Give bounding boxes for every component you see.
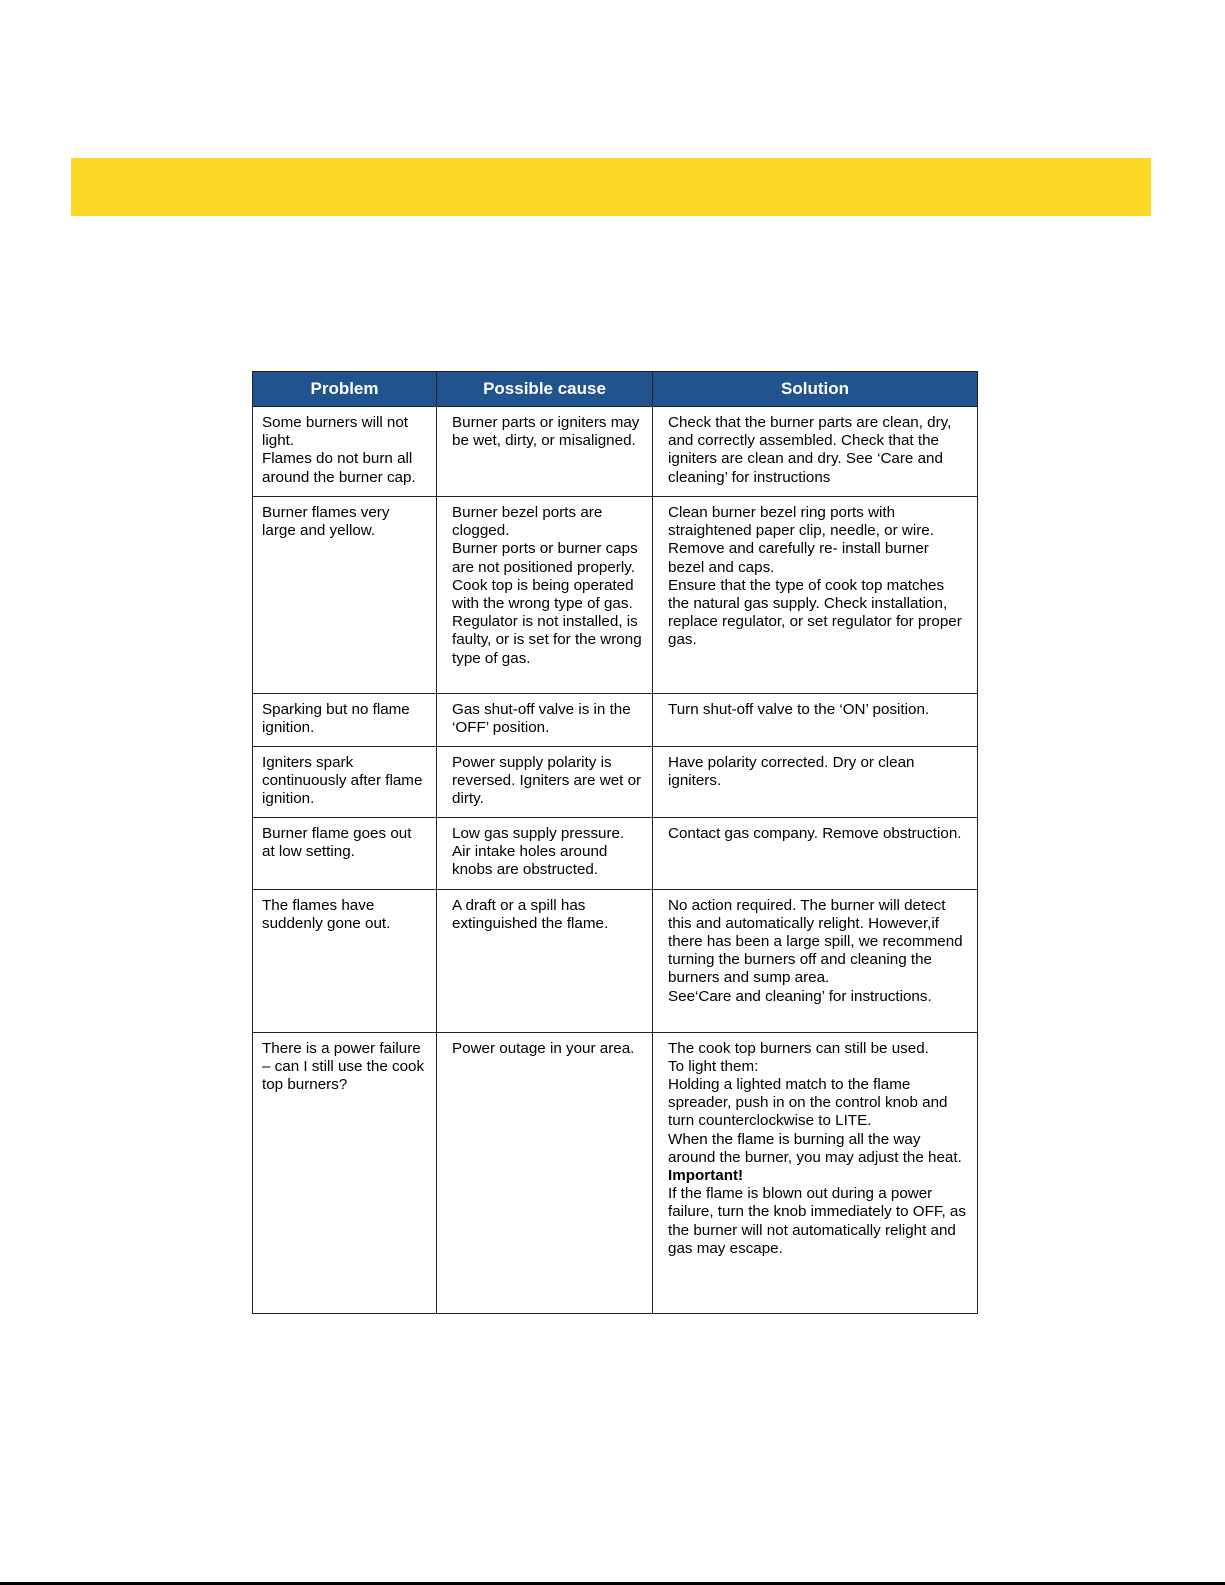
header-possible-cause: Possible cause (437, 372, 653, 407)
cause-cell: Burner bezel ports are clogged. Burner ports or burner caps are not positioned properly. Cook top is being operated with the wrong type of gas. Regulator is not installed, is faulty, or is set for the wrong type of gas. (437, 497, 653, 694)
cause-cell: Gas shut-off valve is in the ‘OFF’ position. (437, 694, 653, 747)
solution-cell: Turn shut-off valve to the ‘ON’ position. (653, 694, 978, 747)
problem-cell: The flames have suddenly gone out. (253, 889, 437, 1032)
solution-cell: Check that the burner parts are clean, dry, and correctly assembled. Check that the igniters are clean and dry. See ‘Care and cleaning’ for instructions (653, 407, 978, 497)
problem-cell: Burner flame goes out at low setting. (253, 817, 437, 889)
cause-cell: Burner parts or igniters may be wet, dirty, or misaligned. (437, 407, 653, 497)
troubleshooting-table (252, 371, 978, 1314)
solution-cell: Have polarity corrected. Dry or clean igniters. (653, 747, 978, 818)
header-problem: Problem (253, 372, 437, 407)
table-row (253, 747, 978, 818)
solution-text-continued: If the flame is blown out during a power failure, turn the knob immediately to OFF, as the burner will not automatically relight and gas may escape. (668, 1185, 966, 1257)
section-banner (71, 158, 1151, 216)
solution-text: The cook top burners can still be used. To light them: Holding a lighted match to the flame spreader, push in on the control knob and turn counterclockwise to LITE. When the flame is burning all the way around the burner, you may adjust the heat. (668, 1039, 962, 1166)
solution-cell: No action required. The burner will detect this and automatically relight. However,if there has been a large spill, we recommend turning the burners off and cleaning the burners and sump area. See‘Care and cleaning’ for instructions. (653, 889, 978, 1032)
cause-cell: A draft or a spill has extinguished the flame. (437, 889, 653, 1032)
table-row (253, 497, 978, 694)
problem-cell: Igniters spark continuously after flame ignition. (253, 747, 437, 818)
solution-cell (653, 1032, 978, 1313)
problem-cell: Sparking but no flame ignition. (253, 694, 437, 747)
cause-cell: Low gas supply pressure. Air intake holes around knobs are obstructed. (437, 817, 653, 889)
problem-cell: Burner flames very large and yellow. (253, 497, 437, 694)
problem-cell: There is a power failure – can I still use the cook top burners? (253, 1032, 437, 1313)
table-row (253, 694, 978, 747)
table-row (253, 407, 978, 497)
solution-cell: Contact gas company. Remove obstruction. (653, 817, 978, 889)
table-row (253, 817, 978, 889)
header-solution: Solution (653, 372, 978, 407)
table-row (253, 1032, 978, 1313)
cause-cell: Power outage in your area. (437, 1032, 653, 1313)
table-header-row (253, 372, 978, 407)
problem-cell: Some burners will not light. Flames do not burn all around the burner cap. (253, 407, 437, 497)
cause-cell: Power supply polarity is reversed. Igniters are wet or dirty. (437, 747, 653, 818)
solution-cell: Clean burner bezel ring ports with straightened paper clip, needle, or wire. Remove and carefully re- install burner bezel and caps. Ensure that the type of cook top matches the natural gas supply. Check installation, replace regulator, or set regulator for proper gas. (653, 497, 978, 694)
important-label: Important! (668, 1167, 744, 1185)
table-row (253, 889, 978, 1032)
